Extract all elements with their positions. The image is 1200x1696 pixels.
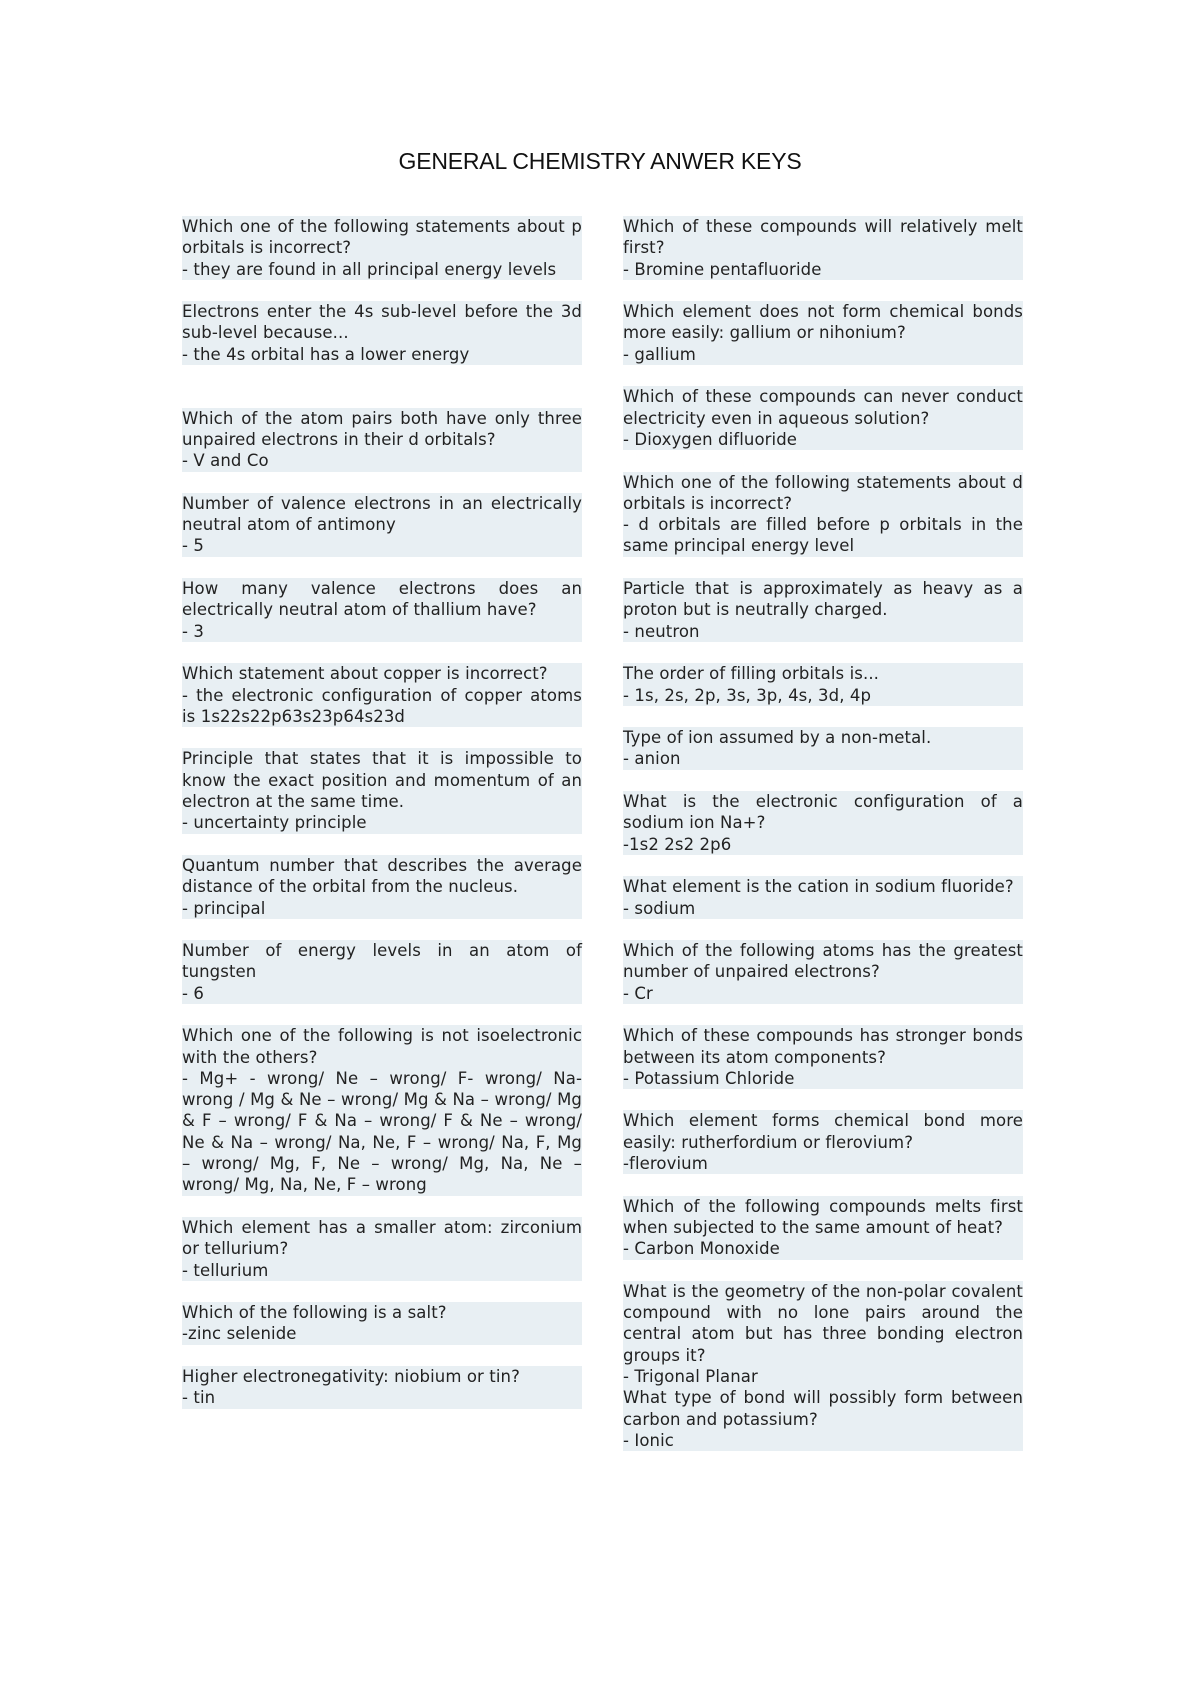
qa-item <box>623 1025 1023 1089</box>
answer: - uncertainty principle <box>182 812 582 833</box>
question: Which element does not form chemical bonds more easily: gallium or nihonium? <box>623 302 1023 343</box>
question: Particle that is approximately as heavy as a proton but is neutrally charged. <box>623 579 1023 620</box>
qa-item <box>623 791 1023 855</box>
question: Electrons enter the 4s sub-level before the 3d sub-level because... <box>182 302 582 343</box>
qa-item <box>182 408 582 472</box>
answer: - Trigonal Planar <box>623 1366 1023 1387</box>
qa-item <box>182 1366 582 1409</box>
answer: -1s2 2s2 2p6 <box>623 834 1023 855</box>
answer: - Cr <box>623 983 1023 1004</box>
question: Which statement about copper is incorrect? <box>182 663 582 684</box>
question: Which of these compounds can never conduct electricity even in aqueous solution? <box>623 387 1023 428</box>
question: Which element has a smaller atom: zirconium or tellurium? <box>182 1217 582 1259</box>
question: Which of the atom pairs both have only three unpaired electrons in their d orbitals? <box>182 408 582 449</box>
answer: - Potassium Chloride <box>623 1068 1023 1089</box>
qa-item <box>182 663 582 727</box>
qa-item <box>623 301 1023 365</box>
qa-item <box>623 940 1023 1004</box>
qa-item <box>182 493 582 557</box>
answer: - Bromine pentafluoride <box>623 259 1023 280</box>
answer: - Carbon Monoxide <box>623 1238 1023 1259</box>
question: Principle that states that it is impossible to know the exact position and momentum of an electron at the same time. <box>182 749 582 812</box>
question: Number of energy levels in an atom of tungsten <box>182 941 582 982</box>
question: Quantum number that describes the average distance of the orbital from the nucleus. <box>182 855 582 897</box>
answer: - 5 <box>182 535 582 556</box>
answer: -zinc selenide <box>182 1323 582 1344</box>
answer: - gallium <box>623 344 1023 365</box>
question: What is the geometry of the non-polar covalent compound with no lone pairs around the central atom but has three bonding electron groups it? <box>623 1281 1023 1365</box>
question: Which of the following compounds melts first when subjected to the same amount of heat? <box>623 1196 1023 1237</box>
answer: - sodium <box>623 898 1023 919</box>
answer: - Dioxygen difluoride <box>623 429 1023 450</box>
question: Which of these compounds has stronger bonds between its atom components? <box>623 1026 1023 1067</box>
qa-item <box>623 663 1023 706</box>
qa-item <box>623 216 1023 280</box>
qa-item <box>623 386 1023 450</box>
question: Higher electronegativity: niobium or tin? <box>182 1366 582 1387</box>
page-title: GENERAL CHEMISTRY ANWER KEYS <box>398 148 802 174</box>
question: Which one of the following statements about d orbitals is incorrect? <box>623 472 1023 513</box>
answer: - neutron <box>623 621 1023 642</box>
question: Which one of the following is not isoelectronic with the others? <box>182 1026 582 1067</box>
qa-item <box>182 301 582 365</box>
qa-item <box>623 578 1023 642</box>
question: Which of these compounds will relatively melt first? <box>623 217 1023 258</box>
answer: - the electronic configuration of copper atoms is 1s22s22p63s23p64s23d <box>182 685 582 726</box>
qa-item <box>182 1025 582 1195</box>
question: What is the electronic configuration of a sodium ion Na+? <box>623 792 1023 833</box>
answer: - anion <box>623 748 1023 769</box>
question: What element is the cation in sodium fluoride? <box>623 876 1023 897</box>
answer: -flerovium <box>623 1153 1023 1174</box>
question: Number of valence electrons in an electrically neutral atom of antimony <box>182 493 582 535</box>
answer: - Ionic <box>623 1430 1023 1451</box>
question: Which one of the following statements about p orbitals is incorrect? <box>182 217 582 258</box>
qa-item <box>182 1217 582 1281</box>
answer: - 3 <box>182 621 582 642</box>
answer: - principal <box>182 898 582 919</box>
answer: - Mg+ - wrong/ Ne – wrong/ F- wrong/ Na- wrong / Mg & Ne – wrong/ Mg & Na – wrong/ Mg & F – wrong/ F & Na – wrong/ F & Ne – wrong/ Ne & Na – wrong/ Na, Ne, F – wrong/ Na, F, Mg – wrong/ Mg, F, Ne – wrong/ Mg, Na, Ne – wrong/ Mg, Na, Ne, F – wrong <box>182 1068 582 1195</box>
answer: - tin <box>182 1387 582 1408</box>
answer: - the 4s orbital has a lower energy <box>182 344 582 365</box>
qa-item <box>623 472 1023 557</box>
question: Type of ion assumed by a non-metal. <box>623 727 1023 748</box>
qa-item <box>182 1302 582 1345</box>
answer: - 6 <box>182 983 582 1004</box>
qa-item <box>623 1281 1023 1387</box>
qa-item <box>623 1110 1023 1174</box>
question: Which element forms chemical bond more easily: rutherfordium or flerovium? <box>623 1111 1023 1152</box>
qa-item <box>623 1387 1023 1451</box>
question: Which of the following atoms has the greatest number of unpaired electrons? <box>623 941 1023 982</box>
answer: - they are found in all principal energy levels <box>182 259 582 280</box>
qa-item <box>623 727 1023 770</box>
qa-item <box>182 578 582 642</box>
question: Which of the following is a salt? <box>182 1302 582 1323</box>
qa-item <box>623 1196 1023 1260</box>
question: What type of bond will possibly form between carbon and potassium? <box>623 1388 1023 1429</box>
answer: - d orbitals are filled before p orbitals in the same principal energy level <box>623 515 1023 556</box>
question: How many valence electrons does an electrically neutral atom of thallium have? <box>182 579 582 620</box>
qa-item <box>182 216 582 280</box>
answer: - tellurium <box>182 1260 582 1281</box>
left-column <box>182 216 582 1409</box>
question: The order of filling orbitals is... <box>623 663 1023 684</box>
qa-item <box>182 748 582 833</box>
right-column <box>623 216 1023 1451</box>
qa-item <box>182 940 582 1004</box>
answer: - 1s, 2s, 2p, 3s, 3p, 4s, 3d, 4p <box>623 685 1023 706</box>
qa-item <box>623 876 1023 919</box>
qa-item <box>182 855 582 919</box>
answer: - V and Co <box>182 450 582 471</box>
